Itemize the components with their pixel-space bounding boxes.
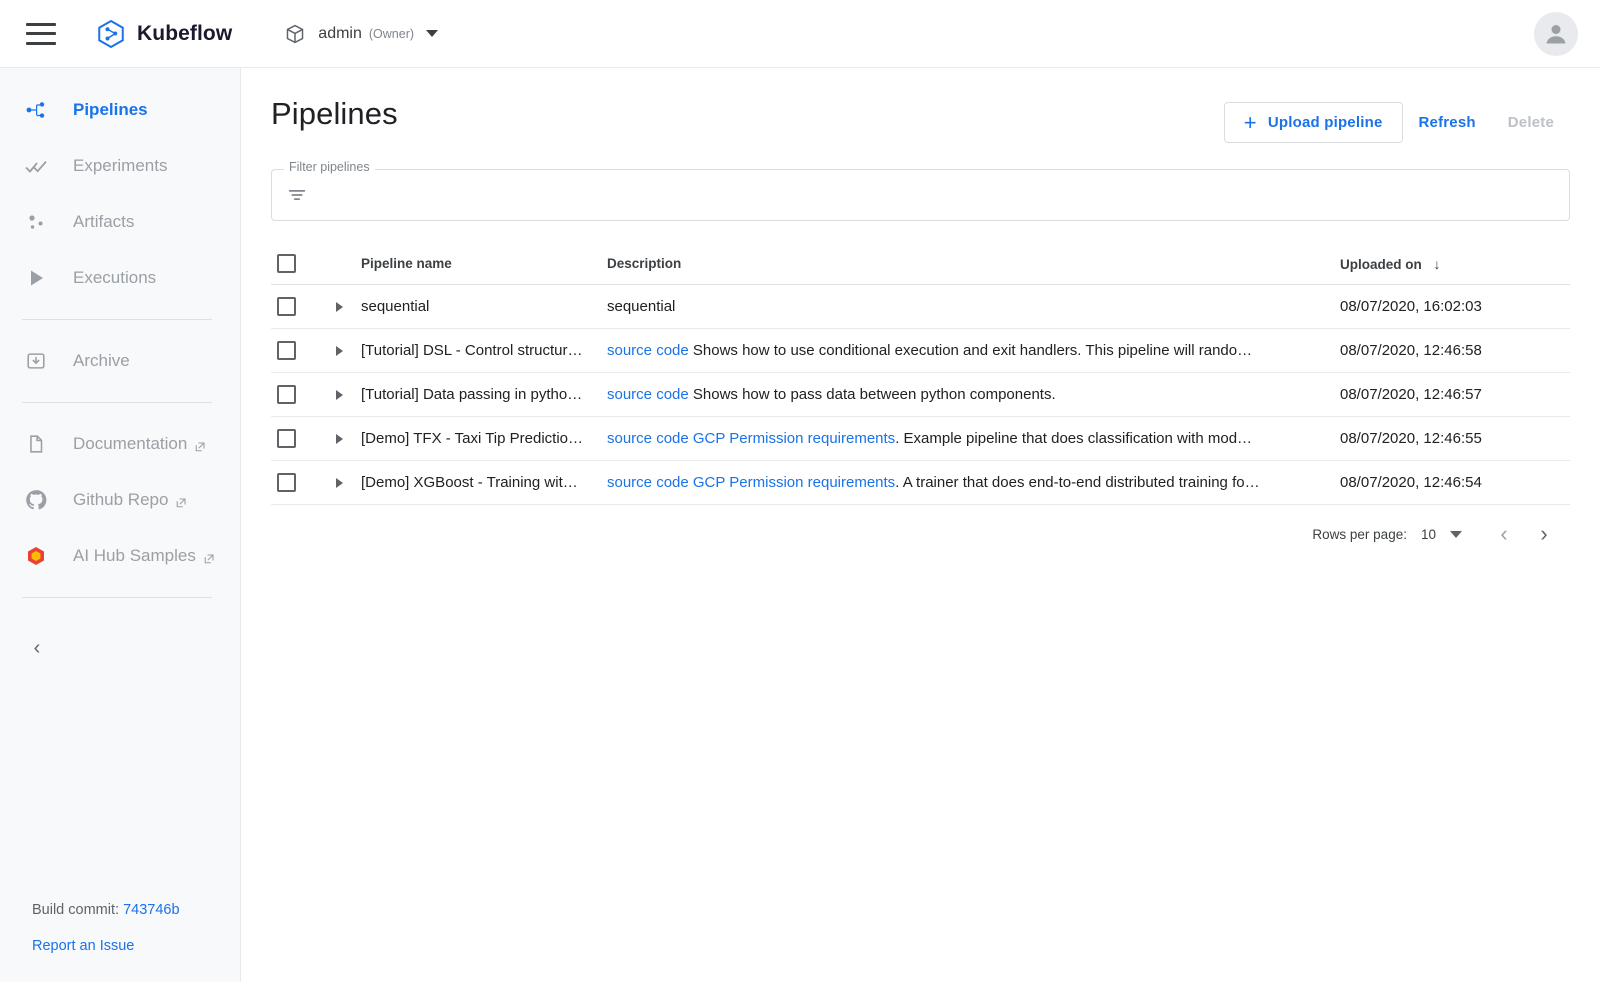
- chevron-right-icon[interactable]: [336, 346, 343, 356]
- sidebar-item-ai-hub-samples[interactable]: [0, 528, 240, 584]
- row-select-cell[interactable]: [271, 297, 317, 316]
- avatar[interactable]: [1534, 12, 1578, 56]
- table-row[interactable]: [271, 417, 1570, 461]
- filter-input[interactable]: [320, 186, 1555, 205]
- sidebar-item-documentation[interactable]: [0, 416, 240, 472]
- archive-icon: [23, 348, 49, 374]
- chevron-right-icon[interactable]: [336, 478, 343, 488]
- cell-pipeline-name: [Demo] XGBoost - Training wit…: [361, 474, 578, 491]
- sidebar-item-label: Experiments: [73, 156, 168, 175]
- body: [0, 68, 1600, 982]
- sidebar-item-experiments[interactable]: [0, 138, 240, 194]
- row-checkbox[interactable]: [277, 429, 296, 448]
- sidebar-item-label: Documentation: [73, 434, 188, 453]
- cell-uploaded-on: 08/07/2020, 12:46:55: [1340, 430, 1482, 447]
- external-link-icon: [203, 550, 215, 562]
- external-link-icon: [194, 438, 206, 450]
- chevron-down-icon[interactable]: [1450, 531, 1462, 538]
- cell-pipeline-name: sequential: [361, 298, 430, 315]
- sidebar-item-label: AI Hub Samples: [73, 546, 196, 565]
- sidebar-item-label: Pipelines: [73, 100, 148, 119]
- cell-pipeline-name: [Demo] TFX - Taxi Tip Predictio…: [361, 430, 584, 447]
- row-select-cell[interactable]: [271, 429, 317, 448]
- row-select-cell[interactable]: [271, 341, 317, 360]
- top-bar: [0, 0, 1600, 68]
- next-page-button[interactable]: ›: [1540, 521, 1548, 546]
- pipelines-icon: [23, 97, 49, 123]
- delete-button: Delete: [1492, 102, 1570, 143]
- cell-uploaded-on: 08/07/2020, 12:46:58: [1340, 342, 1482, 359]
- cell-description: [607, 386, 1340, 403]
- experiments-icon: [23, 153, 49, 179]
- external-link-icon: [175, 494, 187, 506]
- row-checkbox[interactable]: [277, 341, 296, 360]
- rows-per-page-value[interactable]: 10: [1420, 526, 1436, 542]
- previous-page-button[interactable]: ‹: [1500, 521, 1508, 546]
- description-text: . Example pipeline that does classification with mod…: [895, 430, 1253, 447]
- header-uploaded-on[interactable]: [1340, 256, 1570, 272]
- sidebar-divider: [22, 319, 212, 320]
- sidebar-item-executions[interactable]: [0, 250, 240, 306]
- upload-pipeline-label: Upload pipeline: [1267, 114, 1383, 131]
- account-circle-icon: [1541, 19, 1571, 49]
- description-text: sequential: [607, 298, 676, 315]
- filter-pipelines: [271, 160, 1570, 221]
- artifacts-icon: [23, 209, 49, 235]
- upload-pipeline-button[interactable]: [1224, 102, 1403, 143]
- ai-hub-icon: [23, 543, 49, 569]
- build-commit: [32, 902, 240, 918]
- rows-per-page-label: Rows per page:: [1312, 526, 1407, 542]
- gcp-permission-link[interactable]: GCP Permission requirements: [692, 430, 896, 447]
- namespace-role: (Owner): [368, 26, 415, 41]
- header-description[interactable]: Description: [607, 256, 682, 271]
- cell-uploaded-on: 08/07/2020, 12:46:54: [1340, 474, 1482, 491]
- header-pipeline-name[interactable]: Pipeline name: [361, 256, 452, 271]
- sidebar-item-label: Executions: [73, 268, 157, 287]
- cell-pipeline-name: [Tutorial] DSL - Control structur…: [361, 342, 583, 359]
- row-expand-cell[interactable]: [317, 302, 361, 312]
- row-checkbox[interactable]: [277, 297, 296, 316]
- cell-description: [607, 430, 1340, 447]
- description-text: . A trainer that does end-to-end distributed training fo…: [895, 474, 1260, 491]
- table-row[interactable]: [271, 285, 1570, 329]
- select-all-checkbox[interactable]: [277, 254, 296, 273]
- row-select-cell[interactable]: [271, 473, 317, 492]
- chevron-right-icon[interactable]: [336, 302, 343, 312]
- sidebar-item-label: Artifacts: [73, 212, 135, 231]
- document-icon: [23, 431, 49, 457]
- cell-description: [607, 474, 1340, 491]
- main-content: [241, 68, 1600, 982]
- filter-box[interactable]: [271, 169, 1570, 221]
- chevron-right-icon[interactable]: [336, 390, 343, 400]
- row-expand-cell[interactable]: [317, 434, 361, 444]
- header-uploaded-on-label: Uploaded on: [1340, 256, 1422, 272]
- sidebar-item-artifacts[interactable]: [0, 194, 240, 250]
- cell-description: [607, 342, 1340, 359]
- description-text: Shows how to pass data between python components.: [688, 386, 1056, 403]
- sidebar: [0, 68, 241, 982]
- build-commit-link[interactable]: 743746b: [123, 902, 180, 918]
- description-text: Shows how to use conditional execution and exit handlers. This pipeline will rando…: [688, 342, 1253, 359]
- sidebar-item-label: Github Repo: [73, 490, 169, 509]
- namespace-cube-icon: [284, 23, 306, 45]
- sidebar-divider: [22, 402, 212, 403]
- page-title: Pipelines: [271, 96, 398, 131]
- pipelines-table: [271, 243, 1570, 563]
- refresh-button[interactable]: Refresh: [1403, 102, 1492, 143]
- sidebar-collapse-button[interactable]: ‹: [33, 636, 41, 659]
- brand-name: Kubeflow: [137, 21, 233, 45]
- gcp-permission-link[interactable]: GCP Permission requirements: [692, 474, 896, 491]
- hamburger-icon[interactable]: [26, 23, 56, 45]
- plus-icon: +: [1243, 109, 1257, 135]
- row-select-cell[interactable]: [271, 385, 317, 404]
- table-row[interactable]: [271, 373, 1570, 417]
- sidebar-footer: [0, 902, 240, 982]
- sidebar-item-archive[interactable]: [0, 333, 240, 389]
- table-row[interactable]: [271, 461, 1570, 505]
- brand[interactable]: [96, 19, 232, 49]
- source-code-link[interactable]: source code: [607, 430, 689, 447]
- report-issue-link[interactable]: Report an Issue: [32, 938, 135, 954]
- build-commit-label: Build commit:: [32, 902, 120, 918]
- sidebar-divider: [22, 597, 212, 598]
- cell-uploaded-on: 08/07/2020, 16:02:03: [1340, 298, 1482, 315]
- sort-descending-icon: ↓: [1433, 255, 1441, 272]
- namespace-selector[interactable]: [284, 23, 438, 45]
- source-code-link[interactable]: source code: [607, 342, 689, 359]
- sidebar-item-label: Archive: [73, 351, 130, 370]
- sidebar-item-github-repo[interactable]: [0, 472, 240, 528]
- table-row[interactable]: [271, 329, 1570, 373]
- page-header: [271, 68, 1570, 143]
- row-expand-cell[interactable]: [317, 478, 361, 488]
- filter-icon: [286, 184, 308, 206]
- row-expand-cell[interactable]: [317, 390, 361, 400]
- chevron-down-icon: [426, 30, 438, 37]
- row-checkbox[interactable]: [277, 473, 296, 492]
- source-code-link[interactable]: source code: [607, 474, 689, 491]
- namespace-name: admin: [318, 24, 362, 42]
- select-all-cell[interactable]: [271, 254, 317, 273]
- cell-pipeline-name: [Tutorial] Data passing in pytho…: [361, 386, 583, 403]
- row-checkbox[interactable]: [277, 385, 296, 404]
- cell-uploaded-on: 08/07/2020, 12:46:57: [1340, 386, 1482, 403]
- source-code-link[interactable]: source code: [607, 386, 689, 403]
- executions-icon: [23, 265, 49, 291]
- sidebar-item-pipelines[interactable]: [0, 82, 240, 138]
- pagination: [271, 505, 1570, 563]
- cell-description: [607, 298, 1340, 315]
- kubeflow-logo-icon: [96, 19, 126, 49]
- header-actions: [1224, 96, 1570, 143]
- github-icon: [23, 487, 49, 513]
- table-header-row: [271, 243, 1570, 285]
- filter-label: Filter pipelines: [284, 160, 375, 174]
- row-expand-cell[interactable]: [317, 346, 361, 356]
- chevron-right-icon[interactable]: [336, 434, 343, 444]
